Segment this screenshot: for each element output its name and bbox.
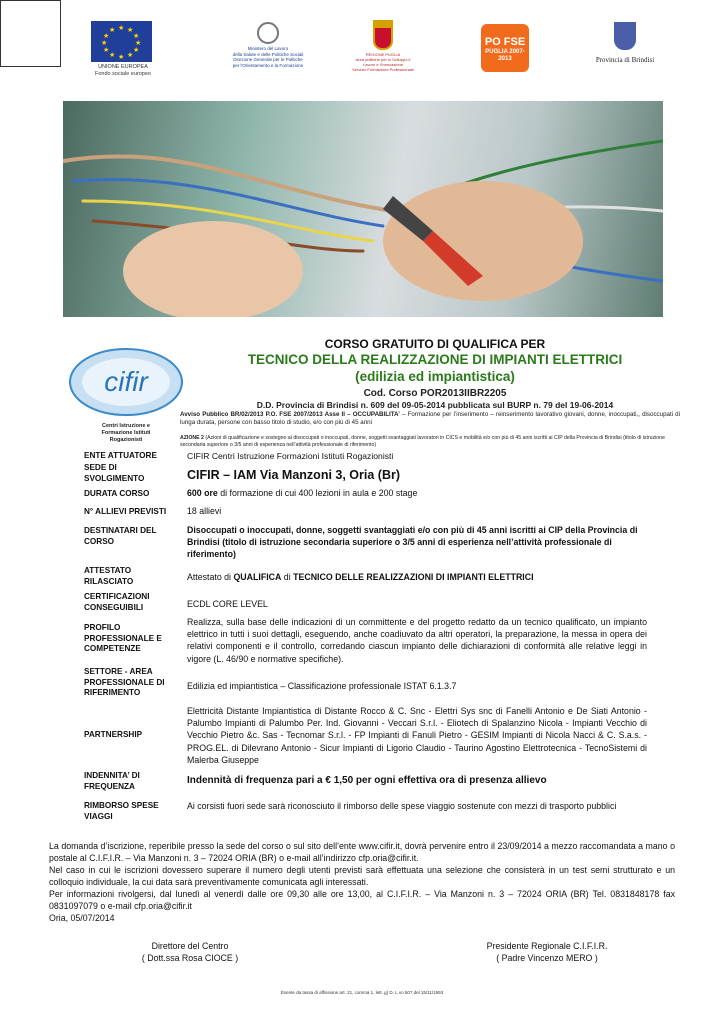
cifir-caption: Centri Istruzione e Formazione Istituti Rogazionisti (101, 423, 151, 443)
sede-label: SEDE DI SVOLGIMENTO (84, 463, 145, 483)
eu-flag-logo: ★ ★ ★ ★ ★ ★ ★ ★ ★ ★ ★ ★ (91, 21, 152, 62)
tax-exemption-note: Esente da tassa di affissione art. 21, comma 1, lett. g) D. L.vo 507 del 15/11/1993 (280, 990, 444, 995)
attestato-value: Attestato di QUALIFICA di TECNICO DELLE REALIZZAZIONI DI IMPIANTI ELETTRICI (187, 572, 534, 582)
indennita-value: Indennità di frequenza pari a € 1,50 per ogni effettiva ora di presenza allievo (187, 775, 547, 786)
settore-value: Edilizia ed impiantistica – Classificazione professionale ISTAT 6.1.3.7 (187, 681, 457, 691)
eu-caption: UNIONE EUROPEA Fondo sociale europeo (95, 64, 151, 77)
signature-director: Direttore del Centro ( Dott.ssa Rosa CIOCE ) (141, 941, 239, 963)
certificazioni-value: ECDL CORE LEVEL (187, 599, 268, 609)
settore-label: SETTORE - AREA PROFESSIONALE DI RIFERIMENTO (84, 667, 165, 697)
durata-value: 600 ore di formazione di cui 400 lezioni in aula e 200 stage (187, 488, 418, 498)
course-code: Cod. Corso POR2013IIBR2205 (363, 388, 507, 399)
rimborso-value: Ai corsisti fuori sede sarà riconosciuto il rimborso delle spese viaggio sostenute con mezzi di trasporto pubblici (187, 801, 617, 811)
certificazioni-label: CERTIFICAZIONI CONSEGUIBILI (84, 592, 150, 612)
azione-text: AZIONE 2 (Azioni di qualificazione e sostegno ai disoccupati o inoccupati, donne, soggetti svantaggiati lavoratori in CICS e mobilità e/o con più di 45 anni iscritti ai CIP della Provincia di Brindisi (titolo di istruzione secondaria superiore o 3/5 anni di esperienza nell’attività professionale di riferimento) (180, 435, 665, 448)
footer-selection: Nel caso in cui le iscrizioni dovessero superare il numero degli utenti previsti sarà effettuata una selezione che consisterà in un test semi strutturato e un colloquio individuale, la cui data sarà preventivamente comunicata agli interessati. (49, 865, 675, 887)
destinatari-value: Disoccupati o inoccupati, donne, soggetti svantaggiati e/o con più di 45 anni iscritti ai CIP della Provincia di Brindisi (titolo di istruzione secondaria superiore o 3/5 anni di esperienza nell’attività professionale di riferimento) (187, 525, 638, 560)
allievi-label: N° ALLIEVI PREVISTI (84, 507, 167, 516)
indennita-label: INDENNITA’ DI FREQUENZA (84, 771, 140, 791)
course-subtitle: (edilizia ed impiantistica) (355, 369, 515, 384)
partnership-value: Elettricità Distante Impiantistica di Distante Rocco & C. Snc - Elettri Sys snc di Fanelli Antonio e De Siati Antonio - Palumbo Impianti di Palumbo Per. Ind. Giovanni - Veccari S.r.l. - Eliotech di Spalanzino Nicola - Impianti Vecchio di Vecchio Pietro &c. Sas - Tecnomar S.r.l. - FP Impianti di Fanuli Pietro - GESIM Impianti di Nicola Nacci & C. S.a.s. - PROG.EL. di Dilevrano Antonio - Sicur Impianti di Ligorio Claudio - Taurino Agostino Elettrotecnica - TecnoSistemi di Malerba Giuseppe (187, 706, 647, 765)
course-title: TECNICO DELLA REALIZZAZIONE DI IMPIANTI ELETTRICI (247, 352, 623, 367)
ente-label: ENTE ATTUATORE (84, 451, 157, 460)
ente-value: CIFIR Centri Istruzione Formazioni Istituti Rogazionisti (187, 451, 394, 461)
ministry-logo: Ministero del Lavoro della Salute e delle Politiche Sociali Direzione Generale per le Politiche per l'Orientamento e la Formazione (222, 22, 314, 68)
allievi-value: 18 allievi (187, 506, 222, 516)
regione-puglia-logo: REGIONE PUGLIA Area politiche per lo Sviluppo il Lavoro e l'Innovazione Servizio Formazione Professionale (352, 20, 414, 72)
attestato-label: ATTESTATO RILASCIATO (84, 566, 134, 586)
course-heading: CORSO GRATUITO DI QUALIFICA PER (324, 337, 546, 351)
durata-label: DURATA CORSO (84, 489, 150, 498)
region-shield-icon (373, 26, 393, 50)
svg-text:cifir: cifir (104, 366, 148, 397)
profilo-value: Realizza, sulla base delle indicazioni di un committente e del progetto redatto da un tecnico qualificato, un impianto elettrico in tutti i suoi dettagli, eseguendo, anche coadiuvato da altri operatori, la preparazione, la messa in opera dei relativi componenti e il controllo, corredando ciascun impianto delle dichiarazioni di conformità alle relative leggi in vigore (L. 46/90 e normative specifiche). (187, 617, 647, 664)
footer-date: Oria, 05/07/2014 (49, 913, 115, 923)
destinatari-label: DESTINATARI DEL CORSO (84, 526, 157, 546)
footer-info: Per informazioni rivolgersi, dal lunedì al venerdì dalle ore 09,30 alle ore 13,00, al C.I.F.I.R. – Via Manzoni n. 3 – 72024 ORIA (BR) Tel. 0831848178 fax 0831097079 o e-mail cfp.oria@cifir.it (49, 889, 675, 911)
footer-application: La domanda d’iscrizione, reperibile presso la sede del corso o sul sito dell’ente www.cifir.it, dovrà pervenire entro il 23/09/2014 a mezzo raccomandata a mano o postale al C.I.F.I.R. – Via Manzoni n. 3 – 72024 ORIA (BR) o e-mail all’indirizzo cfp.oria@cifir.it. (49, 841, 675, 863)
po-fse-logo: PO FSE PUGLIA 2007-2013 (481, 24, 529, 72)
partnership-label: PARTNERSHIP (84, 730, 143, 739)
provincia-logo: Provincia di Brindisi (583, 22, 667, 64)
electrician-photo (63, 101, 663, 317)
rimborso-label: RIMBORSO SPESE VIAGGI (84, 801, 159, 821)
sede-value: CIFIR – IAM Via Manzoni 3, Oria (Br) (187, 468, 400, 482)
decree-line: D.D. Provincia di Brindisi n. 609 del 09-05-2014 pubblicata sul BURP n. 79 del 19-06-2014 (256, 400, 614, 410)
corner-frame (0, 0, 61, 67)
signature-president: Presidente Regionale C.I.F.I.R. ( Padre Vincenzo MERO ) (486, 941, 608, 963)
profilo-label: PROFILO PROFESSIONALE E COMPETENZE (84, 623, 162, 653)
republic-emblem-icon (257, 22, 279, 44)
cifir-logo (66, 345, 186, 419)
avviso-text: Avviso Pubblico BR/02/2013 P.O. FSE 2007/2013 Asse II – OCCUPABILITA’ – Formazione per l’inserimento – reinserimento lavorativo giovani, donne, inoccupati,, disoccupati di lunga durata, persone con basso titolo di studio, e/o con più di 45 anni (180, 411, 680, 426)
provincia-shield-icon (614, 22, 636, 50)
